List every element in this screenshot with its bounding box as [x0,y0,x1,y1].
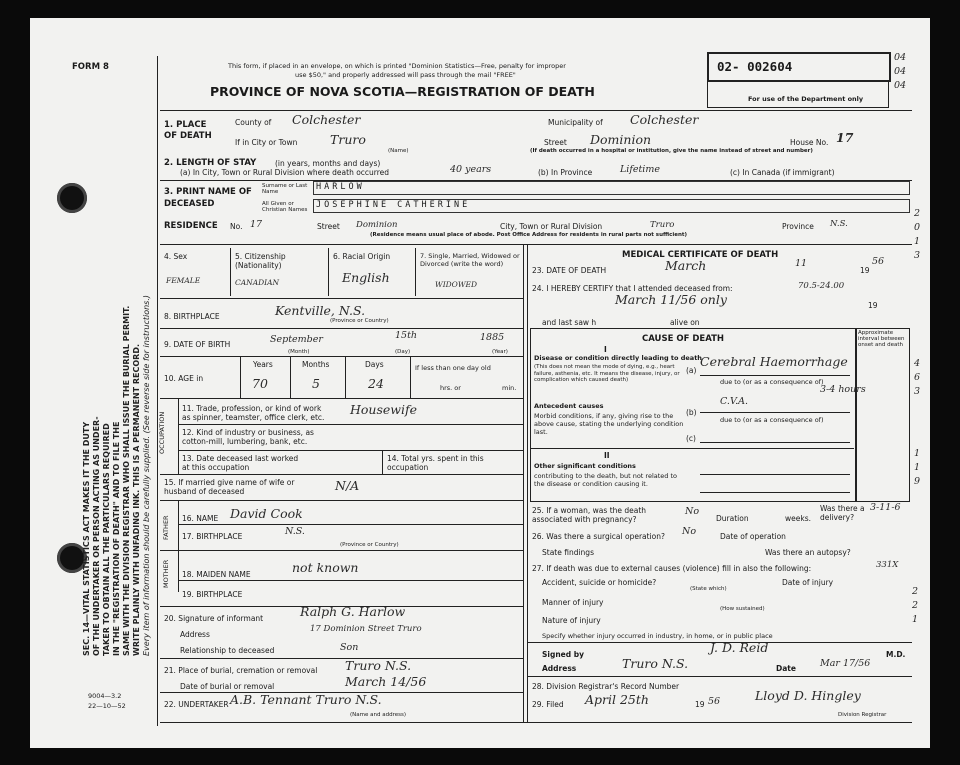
due-to-label: due to (or as a consequence of) [720,416,824,424]
signed-by-label: Signed by [542,650,585,659]
given-name-value: JOSEPHINE CATHERINE [316,200,471,210]
department-use-box [707,80,889,108]
md-label: M.D. [886,650,906,659]
cause-c-label: (c) [686,434,696,443]
antecedent-label: Antecedent causes [534,402,604,410]
alive-on-label: alive on [670,318,700,327]
rule [530,448,854,449]
last-worked-label: 13. Date deceased last worked at this occupation [182,454,299,472]
manner-of-injury-label: Manner of injury [542,598,604,607]
age-label: 10. AGE in [164,374,204,383]
external-causes-label: 27. If death was due to external causes (violence) fill in also the following: [532,564,812,573]
spouse-label: 15. If married give name of wife or husband of deceased [164,478,295,496]
print-name-label: 3. PRINT NAME OF DECEASED [164,187,252,209]
external-causes-code: 331X [876,560,899,570]
citizenship-value: CANADIAN [235,278,280,287]
stay-canada-label: (c) In Canada (if immigrant) [730,168,835,177]
department-use-label: For use of the Department only [748,95,864,103]
cause-b-label: (b) [686,408,697,417]
attended-label: 24. I HEREBY CERTIFY that I attended deceased from: [532,284,733,293]
disease-label: Disease or condition directly leading to death [534,354,702,362]
length-of-stay-sub: (in years, months and days) [275,159,381,168]
cell-divider [178,398,179,474]
rule [700,442,850,443]
age-months-value: 5 [312,376,320,391]
spouse-value: N/A [335,478,360,493]
interval-column [856,328,910,502]
given-name-label: All Given or Christian Names [262,201,308,213]
rule [700,492,850,493]
house-value: 17 [836,130,854,145]
cell-divider [328,248,329,296]
signed-by-value: J. D. Reid [710,640,769,655]
sex-label: 4. Sex [164,252,188,261]
occupation-value: Housewife [350,402,418,417]
surgical-operation-value: No [682,526,697,537]
part-two-label: II [604,451,610,460]
death-month-value: March [665,258,707,273]
stay-province-value: Lifetime [620,164,660,175]
residence-no-label: No. [230,222,243,231]
burial-date-label: Date of burial or removal [180,682,275,691]
bottom-code: 22—10—52 [88,702,126,710]
surgical-operation-label: 26. Was there a surgical operation? [532,532,665,541]
medical-code: 4 [914,358,921,369]
surname-value: HARLOW [316,182,365,192]
medical-code: 6 [914,372,921,383]
lower-code: 1 [912,614,919,625]
registration-number: 02- 002604 [717,59,793,74]
operation-date-label: Date of operation [720,532,786,541]
stay-province-label: (b) In Province [538,168,593,177]
industry-label: 12. Kind of industry or business, as cotton-mill, lumbering, bank, etc. [182,428,314,446]
rule [178,524,523,525]
rule [700,412,850,413]
burial-place-label: 21. Place of burial, cremation or removal [164,666,318,675]
rule [178,450,523,451]
delivery-label: Was there a delivery? [820,504,865,522]
filed-year-value: 56 [708,696,721,707]
informant-signature-label: 20. Signature of informant [164,614,264,623]
cause-a-value: Cerebral Haemorrhage [700,354,848,369]
form-number: FORM 8 [72,62,109,72]
cell-divider [382,450,383,474]
rule [160,722,912,723]
place-of-death-label: 1. PLACE OF DEATH [164,120,212,141]
cause-a-label: (a) [686,366,697,375]
informant-signature-value: Ralph G. Harlow [300,604,406,619]
total-years-label: 14. Total yrs. spent in this occupation [387,454,484,472]
stay-city-value: 40 years [450,164,492,175]
mother-section-label: MOTHER [162,559,170,588]
rule [160,356,523,357]
occupation-label: 11. Trade, profession, or kind of work as spinner, teamster, office clerk, etc. [182,404,325,422]
length-of-stay-label: 2. LENGTH OF STAY [164,158,257,168]
rule [160,658,523,659]
cell-divider [410,356,411,398]
rule [160,398,523,399]
residence-code: 3 [914,250,921,261]
dob-year-value: 1885 [480,332,505,343]
marital-status-value: WIDOWED [435,280,478,289]
lower-code: 2 [912,600,919,611]
residence-street-label: Street [317,222,340,231]
year-caption: (Year) [492,349,508,355]
day-caption: (Day) [395,349,411,355]
code-column-value: 04 [894,66,907,77]
burial-date-value: March 14/56 [345,674,427,689]
residence-code: 2 [914,208,921,219]
rule [160,474,523,475]
pregnancy-label: 25. If a woman, was the death associated with pregnancy? [532,506,647,524]
attended-code: 70.5-24.00 [798,281,845,291]
surname-cells [313,181,910,195]
cell-divider [230,248,231,296]
interval-heading: Approximate interval between onset and death [858,330,905,348]
registrar-signature: Lloyd D. Hingley [755,688,861,703]
days-label: Days [365,360,384,369]
residence-city-label: City, Town or Rural Division [500,222,603,231]
stay-city-label: (a) In City, Town or Rural Division where death occurred [180,168,390,177]
birthplace-caption: (Province or Country) [330,318,389,324]
residence-label: RESIDENCE [164,221,218,231]
rule [160,550,523,551]
code-column-value: 04 [894,52,907,63]
registration-form [30,18,930,748]
father-birthplace-label: 17. BIRTHPLACE [182,532,243,541]
sidebar-line: WRITE PLAINLY WITH UNFADING INK. THIS IS A PERMANENT RECORD. [132,344,141,656]
name-caption: (Name) [388,148,409,154]
sex-value: FEMALE [166,276,201,285]
part-one-label: I [604,345,607,354]
medical-code: 1 [914,462,921,473]
cell-divider [290,356,291,398]
rule [160,328,523,329]
physician-address-label: Address [542,664,577,673]
age-years-value: 70 [252,376,268,391]
undertaker-value: A.B. Tennant Truro N.S. [230,692,382,707]
mother-maiden-value: not known [292,560,359,575]
physician-date-label: Date [776,664,796,673]
column-divider [523,244,524,722]
antecedent-note: Morbid conditions, if any, giving rise to the above cause, stating the underlying condition last. [534,412,684,436]
rule [160,298,523,299]
month-caption: (Month) [288,349,310,355]
notice-line: use $50," and properly addressed will pass through the mail "FREE" [295,71,516,79]
death-day-value: 11 [795,258,808,269]
last-saw-label: and last saw h [542,318,597,327]
rule [178,424,523,425]
informant-address-label: Address [180,630,210,639]
rule [527,676,912,677]
birthplace-value: Kentville, N.S. [275,303,366,318]
county-value: Colchester [292,112,361,127]
father-section-label: FATHER [162,515,170,540]
dob-day-value: 15th [395,330,418,341]
form-title: PROVINCE OF NOVA SCOTIA—REGISTRATION OF DEATH [210,84,595,99]
dob-label: 9. DATE OF BIRTH [164,340,231,349]
citizenship-label: 5. Citizenship (Nationality) [235,252,286,270]
sidebar-line: SEC. 14—VITAL STATISTICS ACT MAKES IT THE DUTY [82,421,91,656]
cell-divider [240,356,241,398]
physician-address-value: Truro N.S. [622,656,689,671]
due-to-label: due to (or as a consequence of) [720,378,824,386]
father-name-label: 16. NAME [182,514,219,523]
rule [178,580,523,581]
street-value: Dominion [590,132,652,147]
filed-value: April 25th [585,692,649,707]
residence-province-value: N.S. [830,219,848,229]
residence-city-value: Truro [650,220,675,230]
weeks-label: weeks. [785,514,811,523]
registration-number-box [707,52,891,82]
medical-code: 3 [914,386,921,397]
cause-a-interval: 3-4 hours [820,384,866,395]
city-label: If in City or Town [235,138,298,147]
informant-address-value: 17 Dominion Street Truro [310,624,422,634]
autopsy-label: Was there an autopsy? [765,548,851,557]
punch-hole-top [57,183,87,213]
sidebar-instructions [82,295,152,656]
father-birthplace-caption: (Province or Country) [340,542,399,548]
attended-value: March 11/56 only [615,292,727,307]
undertaker-label: 22. UNDERTAKER [164,700,229,709]
hospital-note: (If death occurred in a hospital or institution, give the name instead of street and number) [530,148,813,154]
racial-origin-label: 6. Racial Origin [333,252,391,261]
cause-of-death-heading: CAUSE OF DEATH [642,334,725,344]
other-conditions-note: contributing to the death, but not related to the disease or condition causing it. [534,472,677,488]
residence-no-value: 17 [250,219,263,230]
relationship-value: Son [340,642,359,653]
dob-month-value: September [270,334,323,345]
residence-code: 0 [914,222,921,233]
lower-code: 2 [912,586,919,597]
rule [160,110,912,111]
medical-code: 9 [914,476,921,487]
column-divider [527,244,528,722]
state-which-caption: (State which) [690,586,727,592]
attended-to-year: 19 [868,301,878,310]
residence-street-value: Dominion [356,220,398,230]
specify-injury-label: Specify whether injury occurred in industry, in home, or in public place [542,632,773,640]
min-label: min. [502,384,517,392]
burial-place-value: Truro N.S. [345,658,412,673]
medical-code: 1 [914,448,921,459]
mother-birthplace-label: 19. BIRTHPLACE [182,590,243,599]
municipality-label: Municipality of [548,118,603,127]
racial-origin-value: English [342,270,390,285]
county-label: County of [235,118,272,127]
rule [160,500,523,501]
death-year-prefix: 19 [860,266,870,275]
occupation-section-label: OCCUPATION [158,411,166,454]
hrs-label: hrs. or [440,384,461,392]
registrar-record-label: 28. Division Registrar's Record Number [532,682,680,691]
sidebar-line: TAKER TO OBTAIN ALL THE PARTICULARS REQUIRED [102,423,111,656]
father-birthplace-value: N.S. [285,526,305,537]
pregnancy-value: No [685,506,700,517]
duration-label: Duration [716,514,749,523]
medical-certificate-heading: MEDICAL CERTIFICATE OF DEATH [622,250,779,260]
code-column-value: 04 [894,80,907,91]
years-label: Years [253,360,273,369]
filed-label: 29. Filed [532,700,564,709]
cell-divider [345,356,346,398]
cause-b-value: C.V.A. [720,396,749,407]
other-conditions-label: Other significant conditions [534,462,636,470]
city-value: Truro [330,132,366,147]
injury-date-label: Date of injury [782,578,834,587]
sidebar-divider [157,56,158,726]
physician-date-value: Mar 17/56 [820,658,871,669]
state-findings-label: State findings [542,548,594,557]
house-label: House No. [790,138,829,147]
delivery-value: 3-11-6 [870,502,901,513]
disease-note: (This does not mean the mode of dying, e.g., heart failure, asthenia, etc. It means the disease, injury, or complication which caused death) [534,364,680,383]
sidebar-line: IN THE "REGISTRATION OF DEATH" AND TO FILE THE [112,421,121,656]
accident-label: Accident, suicide or homicide? [542,578,657,587]
municipality-value: Colchester [630,112,699,127]
notice-line: This form, if placed in an envelope, on which is printed "Dominion Statistics—Free, penalty for improper [228,62,566,70]
street-label: Street [544,138,567,147]
birthplace-label: 8. BIRTHPLACE [164,312,220,321]
rule [700,474,850,475]
residence-code: 1 [914,236,921,247]
relationship-label: Relationship to deceased [180,646,275,655]
sidebar-line: Every item of information should be carefully supplied. (See reverse side for instructions.) [142,294,151,656]
sidebar-line: SAME WITH THE DIVISION REGISTRAR WHO SHALL ISSUE THE BURIAL PERMIT. [122,305,131,656]
months-label: Months [302,360,330,369]
cell-divider [415,248,416,296]
residence-province-label: Province [782,222,814,231]
father-name-value: David Cook [230,506,303,521]
rule [160,244,912,245]
marital-status-label: 7. Single, Married, Widowed or Divorced (write the word) [420,252,520,268]
residence-note: (Residence means usual place of abode. Post Office Address for residents in rural parts not sufficient) [370,232,688,238]
date-of-death-label: 23. DATE OF DEATH [532,266,607,275]
bottom-code: 9004—3.2 [88,692,122,700]
nature-of-injury-label: Nature of injury [542,616,601,625]
death-year-value: 56 [872,256,885,267]
cell-divider [178,500,179,592]
how-sustained-caption: (How sustained) [720,606,765,612]
mother-maiden-label: 18. MAIDEN NAME [182,570,251,579]
registrar-caption: Division Registrar [838,712,887,718]
undertaker-caption: (Name and address) [350,712,406,718]
filed-year-prefix: 19 [695,700,705,709]
surname-label: Surname or Last Name [262,183,308,195]
age-days-value: 24 [368,376,384,391]
rule [700,375,850,376]
sidebar-line: OF THE UNDERTAKER OR PERSON ACTING AS UNDER- [92,416,101,656]
less-than-day-label: If less than one day old [415,364,491,372]
